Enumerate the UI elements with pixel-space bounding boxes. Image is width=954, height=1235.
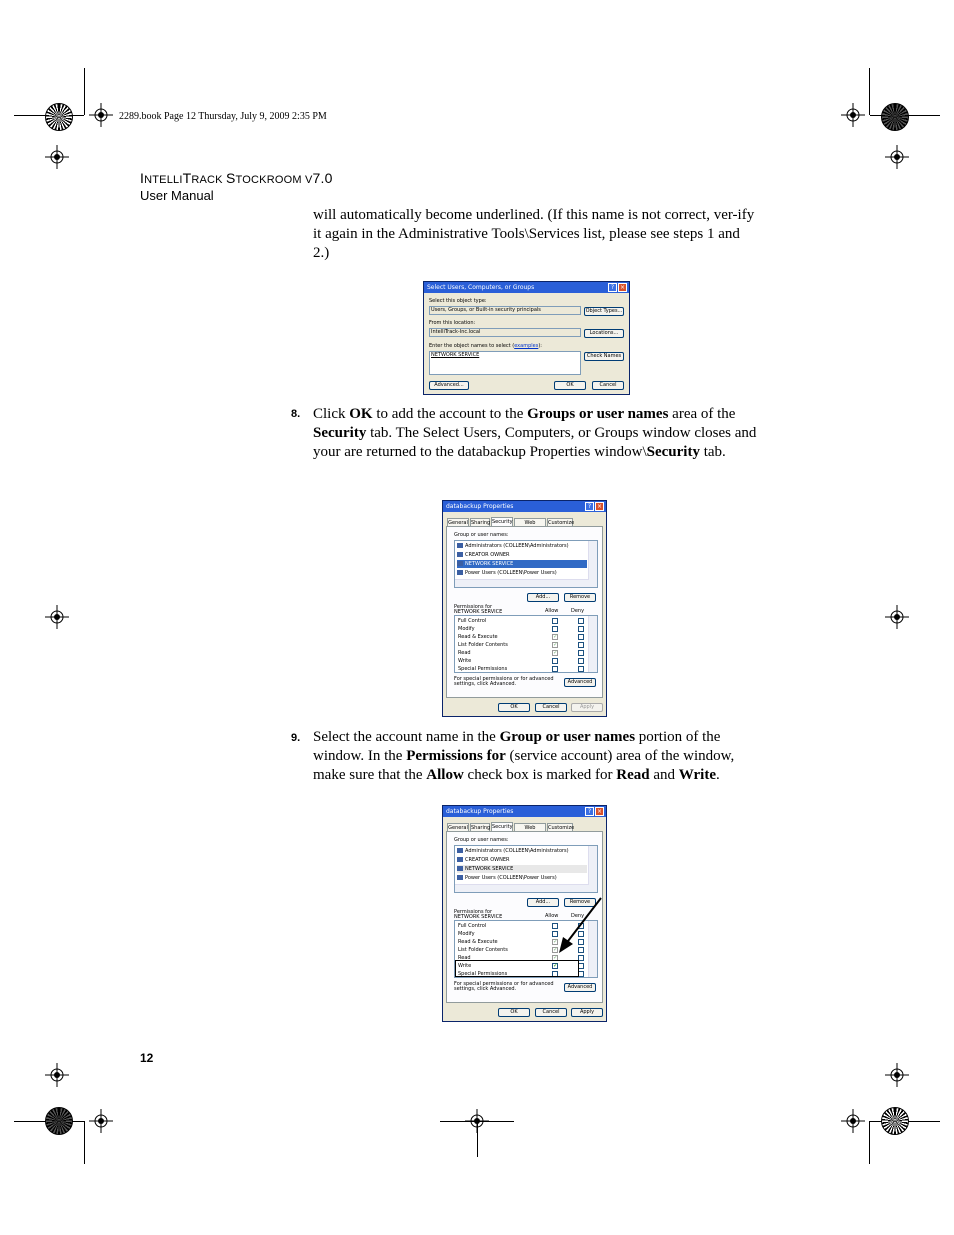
registration-rosette-top-right — [881, 103, 909, 131]
vertical-scrollbar[interactable] — [588, 541, 597, 587]
registration-rosette-top-left — [45, 103, 73, 131]
step-9-number: 9. — [291, 732, 301, 744]
text-run: . — [715, 767, 720, 783]
tab-web-sharing[interactable]: Web — [514, 823, 546, 831]
permissions-for-label: Permissions for NETWORK SERVICE — [454, 909, 503, 920]
bold-term: Write — [678, 767, 716, 783]
tab-customize[interactable]: Customize — [548, 825, 575, 831]
list-item-label: Administrators (COLLEEN\Administrators) — [465, 543, 569, 549]
registration-crosshair-top-right-outer — [885, 145, 909, 169]
permission-label: Read — [458, 650, 471, 656]
page-number: 12 — [140, 1051, 154, 1065]
permission-row — [458, 665, 587, 673]
list-item[interactable] — [457, 569, 587, 577]
permission-label: Modify — [458, 626, 475, 632]
bold-term: Allow — [426, 767, 464, 783]
advanced-button[interactable]: Advanced — [564, 678, 596, 687]
allow-checkbox[interactable] — [552, 618, 558, 624]
help-button[interactable]: ? — [585, 807, 594, 816]
step-8-text — [313, 405, 757, 462]
crop-mark-bottom-right-v — [869, 1121, 870, 1164]
special-permissions-note: For special permissions or for advanced settings, click Advanced. — [454, 981, 554, 992]
security-tab-panel — [446, 526, 603, 698]
read-write-highlight-box — [455, 960, 579, 977]
permission-label: Write — [458, 963, 472, 969]
registration-crosshair-bottom-right-outer — [885, 1063, 909, 1087]
tab-sharing[interactable]: Sharing — [471, 520, 491, 526]
registration-rosette-bottom-left — [45, 1107, 73, 1135]
text-run: Click — [313, 406, 350, 422]
close-button[interactable]: × — [596, 808, 603, 815]
object-types-button[interactable]: Object Types... — [585, 308, 623, 314]
allow-column-label: Allow — [545, 913, 559, 919]
allow-checkbox[interactable]: ✓ — [553, 954, 559, 961]
list-item[interactable] — [457, 865, 587, 873]
deny-checkbox[interactable] — [578, 650, 584, 656]
list-item[interactable] — [457, 551, 587, 559]
registration-crosshair-top-right-inner — [841, 103, 865, 127]
group-or-user-names-label: Group or user names: — [454, 532, 509, 538]
list-item[interactable] — [457, 874, 587, 882]
crop-line-bottom-center-v — [477, 1121, 478, 1157]
permission-label: Read & Execute — [458, 939, 498, 945]
bold-term: Group or user names — [499, 729, 636, 745]
permission-row — [458, 617, 587, 625]
horizontal-scrollbar[interactable] — [455, 579, 589, 587]
vertical-scrollbar[interactable] — [588, 846, 597, 892]
registration-crosshair-bottom-left-outer — [45, 1063, 69, 1087]
registration-rosette-bottom-right — [881, 1107, 909, 1135]
list-item[interactable] — [457, 542, 587, 550]
running-header-subtitle: User Manual — [140, 188, 214, 203]
user-group-icon — [457, 857, 463, 862]
tab-sharing[interactable]: Sharing — [471, 825, 491, 831]
list-item[interactable] — [457, 847, 587, 855]
text-run: (service account) area of the window, make sure that the — [313, 748, 735, 783]
close-button[interactable]: × — [596, 503, 603, 510]
step-9-text — [313, 728, 757, 785]
allow-column-label: Allow — [545, 608, 559, 614]
dialog-title-text: databackup Properties — [446, 503, 514, 510]
registration-crosshair-top-left-outer — [45, 145, 69, 169]
deny-checkbox[interactable] — [578, 666, 584, 672]
dialog-titlebar — [443, 806, 606, 817]
ok-button[interactable]: OK — [498, 703, 530, 712]
deny-checkbox[interactable] — [578, 618, 584, 624]
dialog-title-text: databackup Properties — [446, 808, 514, 815]
permission-label: Write — [458, 658, 472, 664]
allow-checkbox[interactable]: ✓ — [553, 649, 559, 656]
select-users-dialog — [423, 281, 630, 395]
running-header-title: INTELLITRACK STOCKROOM V7.0 — [140, 170, 333, 186]
ok-button[interactable]: OK — [554, 381, 586, 390]
help-button[interactable]: ? — [585, 502, 594, 511]
check-names-button[interactable]: Check Names — [584, 352, 624, 361]
object-names-input[interactable]: NETWORK SERVICE — [429, 351, 581, 375]
deny-column-label: Deny — [571, 913, 585, 919]
cancel-button[interactable]: Cancel — [592, 381, 624, 390]
bold-term: Groups or user names — [527, 406, 669, 422]
user-group-icon — [457, 866, 463, 871]
user-group-icon — [457, 875, 463, 880]
tab-web-sharing[interactable]: Web — [514, 518, 546, 526]
bold-term: Permissions for — [406, 748, 506, 764]
cancel-button[interactable]: Cancel — [535, 1008, 567, 1017]
allow-checkbox[interactable] — [552, 658, 558, 664]
permission-label: Read & Execute — [458, 634, 498, 640]
text-run: area of the — [668, 406, 736, 422]
permission-label: List Folder Contents — [458, 947, 508, 953]
list-item-label: NETWORK SERVICE — [465, 866, 514, 872]
crop-mark-top-right-v — [869, 68, 870, 115]
deny-checkbox[interactable] — [578, 658, 584, 664]
help-button[interactable]: ? — [608, 283, 617, 292]
permission-row — [458, 649, 587, 657]
list-item-label: CREATOR OWNER — [465, 857, 510, 863]
text-run: tab. The Select Users, Computers, or Groups window closes and your are returned to the databackup Properties window\ — [313, 425, 757, 460]
registration-crosshair-bottom-left-inner — [89, 1109, 113, 1133]
apply-button[interactable]: Apply — [571, 1008, 603, 1017]
bold-term: OK — [349, 406, 373, 422]
registration-crosshair-mid-right — [885, 605, 909, 629]
list-item-label: Power Users (COLLEEN\Power Users) — [465, 570, 557, 576]
step-8-number: 8. — [291, 408, 301, 420]
list-item-label: Administrators (COLLEEN\Administrators) — [465, 848, 569, 854]
user-group-icon — [457, 543, 463, 548]
permission-row — [458, 641, 587, 649]
examples-link[interactable]: examples — [514, 343, 539, 349]
tab-general[interactable]: General — [448, 520, 468, 526]
cancel-button[interactable]: Cancel — [535, 703, 567, 712]
list-item-label: Power Users (COLLEEN\Power Users) — [465, 875, 557, 881]
permissions-for-label: Permissions for NETWORK SERVICE — [454, 604, 503, 615]
permissions-listbox — [454, 615, 598, 673]
permission-label: Special Permissions — [458, 971, 508, 977]
remove-button[interactable]: Remove — [564, 898, 596, 907]
dialog-titlebar: Select Users, Computers, or Groups — [424, 282, 629, 293]
allow-checkbox[interactable] — [552, 626, 558, 632]
vertical-scrollbar[interactable] — [588, 616, 597, 672]
permission-row — [458, 657, 587, 665]
text-run: and — [649, 767, 679, 783]
apply-button[interactable]: Apply — [571, 703, 603, 712]
group-or-user-names-label: Group or user names: — [454, 837, 509, 843]
allow-checkbox[interactable]: ✓ — [553, 962, 559, 969]
remove-button[interactable]: Remove — [564, 593, 596, 602]
allow-checkbox[interactable] — [552, 666, 558, 672]
permission-row — [458, 625, 587, 633]
list-item[interactable] — [457, 560, 587, 568]
deny-column-label: Deny — [571, 608, 585, 614]
user-group-icon — [457, 561, 463, 566]
allow-checkbox[interactable]: ✓ — [553, 633, 559, 640]
user-group-icon — [457, 570, 463, 575]
horizontal-scrollbar[interactable] — [455, 884, 589, 892]
add-button[interactable]: Add... — [527, 898, 559, 907]
bold-term: Security — [646, 444, 700, 460]
user-group-icon — [457, 848, 463, 853]
tab-security[interactable]: Security — [492, 519, 513, 525]
deny-checkbox[interactable] — [578, 634, 584, 640]
permission-label: Full Control — [458, 923, 487, 929]
text-run: tab. — [699, 444, 726, 460]
add-button[interactable]: Add... — [527, 593, 559, 602]
allow-checkbox[interactable]: ✓ — [553, 946, 559, 953]
text-run: Select the account name in the — [313, 729, 500, 745]
locations-button[interactable]: Locations... — [584, 329, 624, 338]
location-field: IntelliTrack-Inc.local — [429, 328, 581, 337]
print-slug: 2289.book Page 12 Thursday, July 9, 2009 2:35 PM — [119, 111, 327, 122]
crop-mark-bottom-left-v — [84, 1121, 85, 1164]
registration-crosshair-bottom-right-inner — [841, 1109, 865, 1133]
registration-crosshair-mid-left — [45, 605, 69, 629]
permission-label: Full Control — [458, 618, 487, 624]
registration-crosshair-top-left-inner — [89, 103, 113, 127]
permission-label: Read — [458, 955, 471, 961]
dialog-titlebar — [443, 501, 606, 512]
bold-term: Read — [616, 767, 650, 783]
permission-label: Special Permissions — [458, 666, 508, 672]
text-run: check box is marked for — [463, 767, 617, 783]
advanced-button[interactable]: Advanced — [564, 983, 596, 992]
permission-row — [458, 633, 587, 641]
group-user-listbox[interactable] — [454, 845, 598, 893]
bold-term: Security — [313, 425, 367, 441]
allow-checkbox[interactable]: ✓ — [553, 641, 559, 648]
group-user-listbox[interactable] — [454, 540, 598, 588]
close-button[interactable]: × — [619, 284, 626, 291]
permission-label: Modify — [458, 931, 475, 937]
permission-label: List Folder Contents — [458, 642, 508, 648]
tab-customize[interactable]: Customize — [548, 520, 575, 526]
list-item[interactable] — [457, 856, 587, 864]
properties-dialog — [442, 500, 607, 717]
advanced-button[interactable]: Advanced... — [429, 381, 469, 390]
object-type-field: Users, Groups, or Built-in security principals — [429, 306, 581, 315]
user-group-icon — [457, 552, 463, 557]
text-run: to add the account to the — [372, 406, 528, 422]
ok-button[interactable]: OK — [498, 1008, 530, 1017]
text-run: portion of the window. In the — [313, 729, 721, 764]
tab-security[interactable]: Security — [492, 824, 513, 830]
tab-general[interactable]: General — [448, 825, 468, 831]
location-label: From this location: — [429, 320, 476, 326]
allow-checkbox[interactable]: ✓ — [553, 938, 559, 945]
object-type-label: Select this object type: — [429, 298, 487, 304]
deny-checkbox[interactable] — [578, 642, 584, 648]
callout-arrow — [555, 895, 605, 955]
enter-names-label: Enter the object names to select (examples): — [429, 343, 542, 349]
special-permissions-note: For special permissions or for advanced settings, click Advanced. — [454, 676, 554, 687]
list-item-label: NETWORK SERVICE — [465, 561, 514, 567]
list-item-label: CREATOR OWNER — [465, 552, 510, 558]
deny-checkbox[interactable] — [578, 626, 584, 632]
crop-mark-top-left-v — [84, 68, 85, 115]
intro-paragraph: will automatically become underlined. (If this name is not correct, ver-ify it again in the Administrative Tools\Services list, please see steps 1 and 2.) — [313, 207, 755, 261]
